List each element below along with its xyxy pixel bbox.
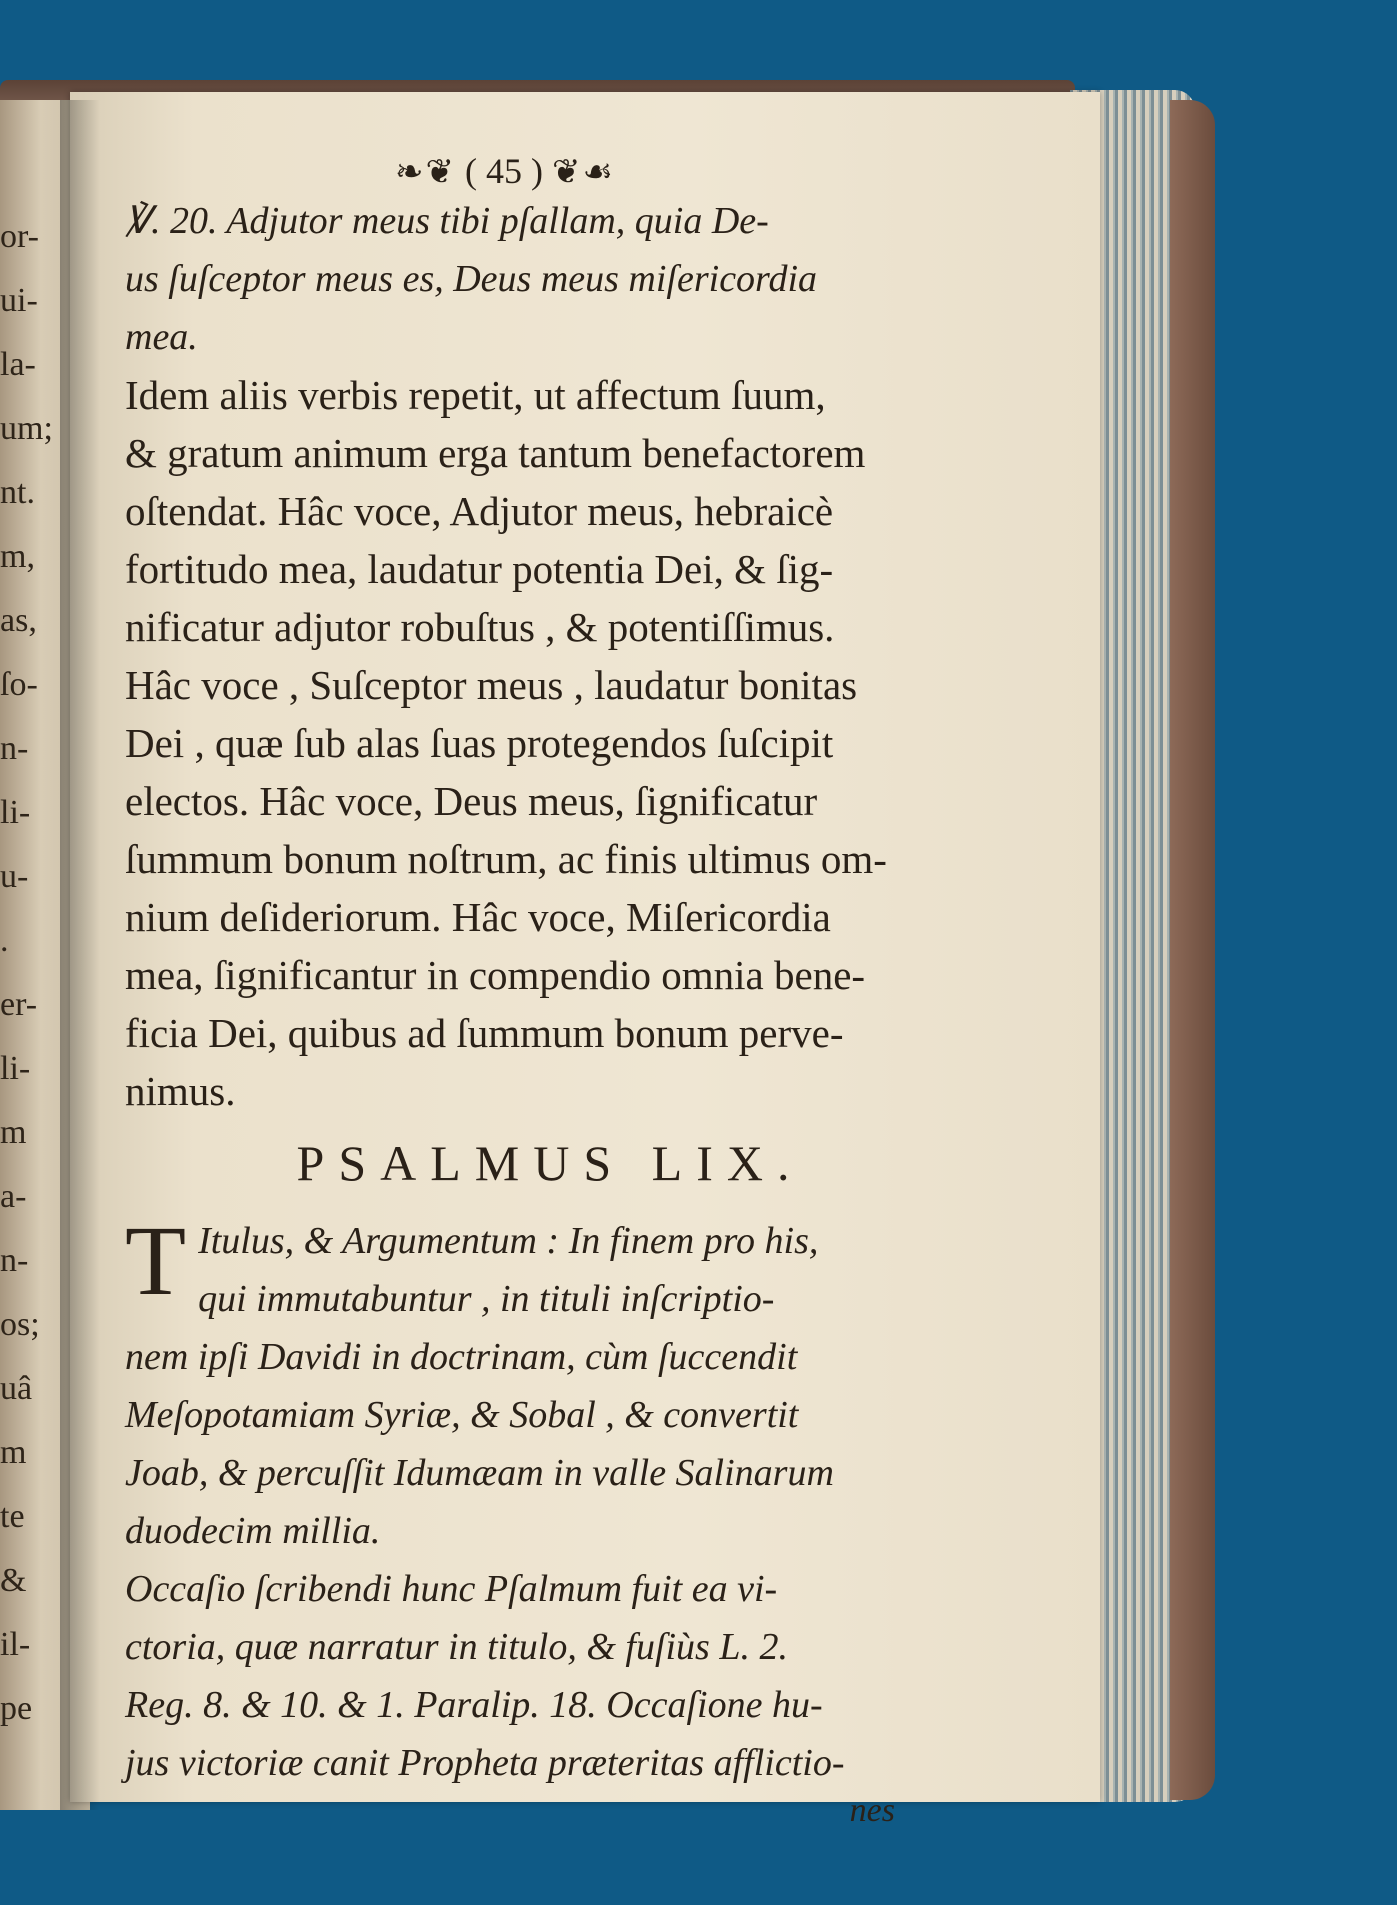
left-page-fragment: la-	[0, 346, 36, 383]
psalm-title-block	[125, 1205, 955, 1560]
left-page-fragment: n-	[0, 730, 29, 767]
verse-line: us ſuſceptor meus es, Deus meus miſericordia	[125, 258, 817, 300]
ornament-right: ❦☙	[552, 154, 615, 191]
text-line: Itulus, & Argumentum : In finem pro his,	[198, 1220, 819, 1262]
spine-shadow	[60, 100, 100, 1810]
verse-line: mea.	[125, 316, 198, 358]
commentary-paragraph	[125, 366, 955, 1120]
left-page-fragment: os;	[0, 1306, 40, 1343]
left-page-fragment: uâ	[0, 1370, 33, 1407]
text-line: fortitudo mea, laudatur potentia Dei, & ſig-	[125, 546, 834, 592]
text-line: & gratum animum erga tantum benefactorem	[125, 430, 866, 476]
text-line: ctoria, quæ narratur in titulo, & fuſiùs L. 2.	[125, 1626, 788, 1668]
book-cover-right	[1170, 100, 1215, 1800]
left-page-fragment: um;	[0, 410, 53, 447]
left-page-fragment: er-	[0, 986, 38, 1023]
drop-cap: T	[125, 1205, 187, 1316]
occasion-paragraph	[125, 1560, 955, 1792]
verse-block	[125, 192, 955, 366]
text-line: ſummum bonum noſtrum, ac finis ultimus om-	[125, 836, 887, 882]
left-page-fragment: m	[0, 1434, 27, 1471]
left-page-fragment: m	[0, 1114, 27, 1151]
text-line: Hâc voce , Suſceptor meus , laudatur bonitas	[125, 662, 858, 708]
verse-line: ℣. 20. Adjutor meus tibi pſallam, quia De-	[125, 200, 769, 242]
left-page-fragment: n-	[0, 1242, 29, 1279]
text-line: duodecim millia.	[125, 1510, 381, 1552]
left-page-fragment: .	[0, 922, 9, 959]
text-line: Reg. 8. & 10. & 1. Paralip. 18. Occaſione hu-	[125, 1684, 823, 1726]
text-line: nimus.	[125, 1068, 236, 1114]
left-page-fragment: nt.	[0, 474, 35, 511]
page-number: ( 45 )	[465, 151, 543, 191]
page-header	[245, 150, 765, 192]
text-line: Idem aliis verbis repetit, ut affectum ſuum,	[125, 372, 826, 418]
left-page-fragment: as,	[0, 602, 37, 639]
left-page-fragment: m,	[0, 538, 35, 575]
text-line: mea, ſignificantur in compendio omnia bene-	[125, 952, 866, 998]
psalm-heading: PSALMUS LIX.	[296, 1135, 804, 1191]
left-page-fragment: pe	[0, 1690, 33, 1727]
text-line: Dei , quæ ſub alas ſuas protegendos ſuſcipit	[125, 720, 834, 766]
text-line: nium deſideriorum. Hâc voce, Miſericordia	[125, 894, 831, 940]
left-page-fragment: li-	[0, 794, 31, 831]
ornament-left: ❧❦	[395, 154, 457, 191]
left-page-fragment: u-	[0, 858, 29, 895]
text-line: ficia Dei, quibus ad ſummum bonum perve-	[125, 1010, 844, 1056]
left-page-fragment: ſo-	[0, 666, 38, 703]
left-page-fragment: il-	[0, 1626, 31, 1663]
page-text	[125, 150, 955, 1830]
left-page-fragment: &	[0, 1562, 27, 1599]
text-line: Meſopotamiam Syriæ, & Sobal , & convertit	[125, 1394, 799, 1436]
text-line: nem ipſi Davidi in doctrinam, cùm ſuccendit	[125, 1336, 798, 1378]
left-page-fragment: li-	[0, 1050, 31, 1087]
left-page-fragment: ui-	[0, 282, 38, 319]
text-line: nificatur adjutor robuſtus , & potentiſſimus.	[125, 604, 835, 650]
left-page-fragment: a-	[0, 1178, 27, 1215]
text-line: oſtendat. Hâc voce, Adjutor meus, hebraicè	[125, 488, 834, 534]
text-line: Occaſio ſcribendi hunc Pſalmum fuit ea vi-	[125, 1568, 778, 1610]
text-line: qui immutabuntur , in tituli inſcriptio-	[198, 1278, 775, 1320]
text-line: jus victoriæ canit Propheta præteritas afflictio-	[125, 1742, 845, 1784]
left-page-fragment: or-	[0, 218, 39, 255]
left-page-fragment: te	[0, 1498, 25, 1535]
text-line: electos. Hâc voce, Deus meus, ſignificatur	[125, 778, 818, 824]
text-line: Joab, & percuſſit Idumæam in valle Salinarum	[125, 1452, 834, 1494]
catchword: nes	[849, 1792, 895, 1829]
